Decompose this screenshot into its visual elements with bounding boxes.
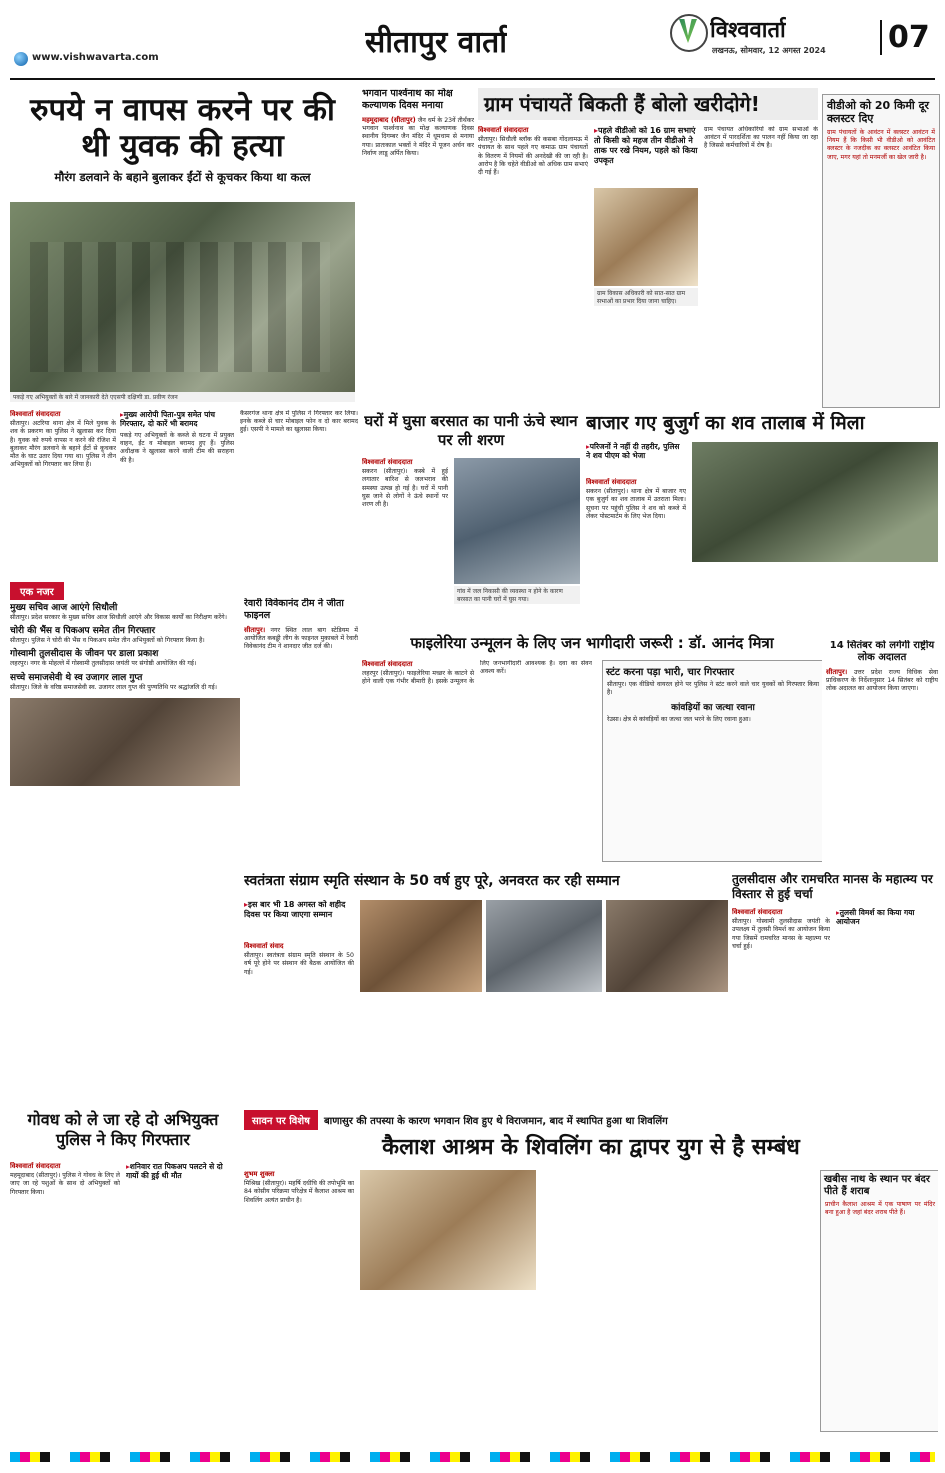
- gram-body: सीतापुर। सिधौली ब्लॉक की कसबा गोंदलामऊ में पंचायत के साथ पहले गए कमाऊ ग्राम पंचायतों के वितरण में नियमों की अनदेखी की जा रही है। आरोप है कि चहेते वीडीओ को अधिक ग्राम सभाएं दी गई हैं।: [478, 136, 588, 177]
- adalat-body: उत्तर प्रदेश राज्य विधिक सेवा प्राधिकरण के निर्देशानुसार 14 सितंबर को राष्ट्रीय लोक अदालत का आयोजन किया जाएगा।: [826, 669, 938, 693]
- freedom-col: [244, 942, 354, 977]
- gram-story: [478, 88, 818, 406]
- bazar-col: [586, 478, 686, 521]
- govadh-bullet: ▸ शनिवार रात पिकअप पलटने से दो गायों की हुई थी मौत: [126, 1162, 236, 1180]
- vdo-box: [822, 94, 940, 408]
- ek-nazar-item-body: सीतापुर। प्रदेश सरकार के मुख्य सचिव आज सिधौली आएंगे और विकास कार्यों का निरीक्षण करेंगे।: [10, 614, 227, 621]
- tulsi-bullet: ▸ तुलसी विमर्श का किया गया आयोजन: [836, 908, 938, 926]
- ek-nazar-item-title: सच्चे समाजसेवी थे स्व उजागर लाल गुप्त: [10, 672, 143, 683]
- lead-side-bullet: ▸ मुख्य आरोपी पिता-पुत्र समेत पांच गिरफ्तार, दो कारें भी बरामद: [120, 410, 234, 428]
- sawan-label: सावन पर विशेष: [244, 1110, 318, 1130]
- vdo-body: ग्राम पंचायतों के आवंटन में क्लस्टर आवंटन में नियम हैं कि किसी भी वीडीओ को आवंटित क्लस्टर के नजदीक का क्लस्टर आवंटित किया जाए, मगर यहां तो मनमर्जी का खेल जारी है।: [827, 129, 935, 161]
- lead-photo: [10, 202, 355, 392]
- freedom-headline: स्वतंत्रता संग्राम स्मृति संस्थान के 50 वर्ष हुए पूरे, अनवरत कर रही सम्मान: [244, 873, 620, 889]
- page-number: 07: [880, 20, 930, 55]
- govadh-col: [10, 1162, 120, 1197]
- tulsi-story: [732, 872, 938, 1104]
- rain-caption: गांव में जल निकासी की व्यवस्था न होने के कारण बरसात का पानी घरों में घुस गया।: [454, 586, 580, 604]
- lead-byline: विश्ववार्ता संवाददाता: [10, 410, 61, 418]
- jain-headline: भगवान पार्श्वनाथ का मोक्ष कल्याणक दिवस मनाया: [362, 88, 453, 111]
- lead-headline: रुपये न वापस करने पर की थी युवक की हत्या: [30, 92, 335, 164]
- stunt-body-2: रेउसा। क्षेत्र से कांवड़ियों का जत्था जल भरने के लिए रवाना हुआ।: [607, 716, 751, 724]
- sawan-col: [244, 1170, 354, 1205]
- adalat-story: [826, 640, 938, 864]
- govadh-story: [10, 1110, 236, 1440]
- ek-nazar-item-title: गोस्वामी तुलसीदास के जीवन पर डाला प्रकाश: [10, 649, 159, 660]
- lead-side-body: पकड़े गए अभियुक्तों के कब्जे से घटना में प्रयुक्त वाहन, ईंट व मोबाइल बरामद हुए हैं। पुलिस अधीक्षक ने खुलासा करने वाली टीम की सराहना की है।: [120, 432, 234, 464]
- masthead-rule: [10, 78, 935, 80]
- section-title: सीतापुर वार्ता: [365, 25, 507, 60]
- gram-cartoon: [594, 188, 698, 286]
- freedom-photo-3: [606, 900, 728, 992]
- tulsi-col: [732, 908, 830, 951]
- sawan-strap: बाणासुर की तपस्या के कारण भगवान शिव हुए थे विराजमान, बाद में स्थापित हुआ था शिवलिंग: [323, 1116, 668, 1127]
- lead-body: सीतापुर। अटरिया थाना क्षेत्र में मिले युवक के शव के प्रकरण का पुलिस ने खुलासा कर दिया है। युवक को रुपये वापस न करने की रंजिश में बुलाकर मौरंग डलवाने के बहाने ईंटों से कूचकर मौत के घाट उतार दिया गया था। पुलिस ने तीन अभियुक्तों को गिरफ्तार कर लिया है।: [10, 420, 116, 469]
- gram-byline: विश्ववार्ता संवाददाता: [478, 126, 529, 134]
- sawan-photo: [360, 1170, 536, 1290]
- adalat-headline: 14 सितंबर को लगेगी राष्ट्रीय लोक अदालत: [829, 640, 935, 663]
- sidebar-story: [240, 410, 358, 576]
- ek-nazar-photo: [10, 698, 240, 786]
- rain-headline: घरों में घुसा बरसात का पानी ऊंचे स्थान पर ली शरण: [364, 412, 578, 449]
- govadh-byline: विश्ववार्ता संवाददाता: [10, 1162, 61, 1170]
- brand-logo-icon: [670, 14, 708, 52]
- lead-body-col: [10, 410, 116, 576]
- website-url[interactable]: www.vishwavarta.com: [32, 52, 159, 63]
- khabees-body: प्राचीन कैलाश आश्रम में एक पाषाण पर मंदिर बना हुआ है जहां बंदर शराब पीते हैं।: [825, 1201, 935, 1217]
- jain-byline: महमूदाबाद (सीतापुर): [362, 116, 416, 124]
- rain-body: सकरन (सीतापुर)। कस्बे में हुई लगातार बारिश से जलभराव की समस्या उत्पन्न हो गई है। घरों में पानी घुस जाने से लोगों ने ऊंचे स्थानों पर शरण ली है।: [362, 468, 448, 509]
- bazar-photo: [692, 442, 938, 562]
- tulsi-body: सीतापुर। गोस्वामी तुलसीदास जयंती के उपलक्ष्य में तुलसी विमर्श का आयोजन किया गया जिसमें रामचरित मानस के महात्म्य पर चर्चा हुई।: [732, 918, 830, 950]
- govadh-body: महमूदाबाद (सीतापुर)। पुलिस ने गोवध के लिए ले जाए जा रहे पशुओं के साथ दो अभियुक्तों को गिरफ्तार किया।: [10, 1172, 120, 1196]
- bazar-byline: विश्ववार्ता संवाददाता: [586, 478, 637, 486]
- ek-nazar-item-title: चोरी की भैंस व पिकअप समेत तीन गिरफ्तार: [10, 626, 156, 637]
- rain-byline: विश्ववार्ता संवाददाता: [362, 458, 413, 466]
- ek-nazar-item-body: लहरपुर। नगर के मोहल्ले में गोस्वामी तुलसीदास जयंती पर संगोष्ठी आयोजित की गई।: [10, 660, 197, 668]
- ek-nazar-item-body: सीतापुर। पुलिस ने चोरी की भैंस व पिकअप समेत तीन अभियुक्तों को गिरफ्तार किया है।: [10, 637, 205, 645]
- ek-nazar-item: [10, 649, 240, 668]
- filaria-byline: विश्ववार्ता संवाददाता: [362, 660, 413, 668]
- gram-body-2: ग्राम पंचायत अधिकारियों को ग्राम सभाओं के आवंटन में पारदर्शिता का पालन नहीं किया जा रहा है जिससे कर्मचारियों में रोष है।: [704, 126, 818, 150]
- masthead: [0, 0, 945, 86]
- rain-col: [362, 458, 448, 509]
- filaria-body: लहरपुर (सीतापुर)। फाइलेरिया मच्छर के काटने से होने वाली एक गंभीर बीमारी है। इसके उन्मूलन के लिए जनभागीदारी आवश्यक है। दवा का सेवन अवश्य करें।: [362, 660, 592, 686]
- brand-name: विश्ववार्ता: [710, 18, 786, 43]
- freedom-body: सीतापुर। स्वतंत्रता संग्राम स्मृति संस्थान के 50 वर्ष पूरे होने पर संस्थान की बैठक आयोजित की गई।: [244, 952, 354, 976]
- freedom-byline: विश्ववार्ता संवाद: [244, 942, 284, 950]
- filaria-col: [362, 660, 592, 687]
- gram-col-3: [704, 126, 818, 151]
- govadh-headline: गोवध को ले जा रहे दो अभियुक्त पुलिस ने किए गिरफ्तार: [27, 1110, 219, 1149]
- gram-bullet: ▸ पहले वीडीओ को 16 ग्राम सभाएं तो किसी को महज तीन वीडीओ ने ताक पर रखे नियम, पहले को किया उपकृत: [594, 126, 698, 166]
- rain-story: [362, 412, 580, 622]
- sawan-byline: शुभम शुक्ला: [244, 1170, 275, 1178]
- stunt-box: [602, 660, 822, 862]
- ek-nazar-label: एक नजर: [10, 582, 64, 600]
- globe-icon: [14, 52, 28, 66]
- jain-body: जैन धर्म के 23वें तीर्थंकर भगवान पार्श्वनाथ का मोक्ष कल्याणक दिवस स्थानीय दिगम्बर जैन मंदिर में धूमधाम से मनाया गया। प्रातःकाल भक्तों ने मंदिर में पूजन अर्चन कर निर्वाण लाडू अर्पित किया।: [362, 117, 474, 157]
- freedom-photo-1: [360, 900, 482, 992]
- khabees-headline: खबीस नाथ के स्थान पर बंदर पीते हैं शराब: [824, 1174, 930, 1197]
- stunt-body: सीतापुर। एक वीडियो वायरल होने पर पुलिस ने स्टंट करने वाले चार युवकों को गिरफ्तार किया है।: [607, 681, 819, 697]
- adalat-byline: सीतापुर।: [826, 668, 848, 676]
- sawan-body: मिश्रिख (सीतापुर)। महर्षि दधीचि की तपोभूमि का 84 कोसीय परिक्रमा परिक्षेत्र में कैलाश आश्रम का शिवलिंग अत्यंत प्राचीन है।: [244, 1180, 354, 1204]
- ek-nazar-item: [10, 626, 240, 645]
- filaria-story: [362, 634, 822, 866]
- stunt-subhead: कांवड़ियों का जत्था रवाना: [671, 703, 755, 714]
- bazar-headline: बाजार गए बुजुर्ग का शव तालाब में मिला: [586, 412, 865, 434]
- ek-nazar-item-title: मुख्य सचिव आज आएंगे सिधौली: [10, 603, 118, 613]
- rewari-headline: रेवारी विवेकानंद टीम ने जीता फाइनल: [244, 598, 344, 621]
- color-strip: [10, 1452, 935, 1462]
- rewari-story: [244, 598, 358, 860]
- sawan-headline: कैलाश आश्रम के शिवलिंग का द्वापर युग से है सम्बंध: [382, 1135, 800, 1160]
- lead-side-col: [120, 410, 234, 576]
- sawan-special: [244, 1110, 938, 1440]
- sidebar-story-body: कैसरगंज थाना क्षेत्र में पुलिस ने गिरफ्तार कर लिया। इनके कब्जे से चार मोबाइल फोन व दो कार बरामद हुई। एसपी ने मामले का खुलासा किया।: [240, 410, 358, 434]
- ek-nazar-item: [10, 603, 240, 622]
- khabees-box: [820, 1170, 938, 1432]
- stunt-headline: स्टंट करना पड़ा भारी, चार गिरफ्तार: [606, 667, 735, 678]
- gram-cartoon-caption: ग्राम विकास अधिकारी को सात-सात ग्राम सभाओं का प्रभार दिया जाना चाहिए।: [594, 288, 698, 306]
- freedom-photo-2: [486, 900, 602, 992]
- bazar-bullet: ▸ परिजनों ने नहीं दी तहरीर, पुलिस ने शव पीएम को भेजा: [586, 442, 686, 460]
- ek-nazar-item: [10, 673, 240, 692]
- lead-photo-caption: पकड़े गए अभियुक्तों के बारे में जानकारी देते एएसपी दक्षिणी डा. प्रवीण रंजन: [10, 392, 355, 402]
- filaria-headline: फाइलेरिया उन्मूलन के लिए जन भागीदारी जरूरी : डॉ. आनंद मित्रा: [410, 634, 774, 652]
- ek-nazar-item-body: सीतापुर। जिले के वरिष्ठ समाजसेवी स्व. उजागर लाल गुप्त की पुण्यतिथि पर श्रद्धांजलि दी गई।: [10, 683, 218, 691]
- jain-story: [362, 88, 474, 406]
- freedom-bullet: ▸ इस बार भी 18 अगस्त को शहीद दिवस पर किया जाएगा सम्मान: [244, 900, 354, 920]
- gram-headline: ग्राम पंचायतें बिकती हैं बोलो खरीदोगे!: [478, 88, 818, 120]
- freedom-story: [244, 872, 728, 1104]
- rewari-body: नगर स्थित लाल बाग स्टेडियम में आयोजित कबड्डी लीग के फाइनल मुकाबले में रेवारी विवेकानंद टीम ने शानदार जीत दर्ज की।: [244, 627, 358, 651]
- lead-subhead: मौरंग डलवाने के बहाने बुलाकर ईंटों से कूचकर किया था कत्ल: [54, 170, 311, 184]
- lead-story: [10, 88, 355, 406]
- gram-col-1: [478, 126, 588, 177]
- dateline: लखनऊ, सोमवार, 12 अगस्त 2024: [712, 46, 826, 55]
- ek-nazar: [10, 580, 240, 890]
- bazar-story: [586, 412, 938, 634]
- rain-photo: [454, 458, 580, 584]
- tulsi-byline: विश्ववार्ता संवाददाता: [732, 908, 783, 916]
- rewari-byline: सीतापुर।: [244, 626, 266, 634]
- bazar-body: सकरन (सीतापुर)। थाना क्षेत्र में बाजार गए एक बुजुर्ग का शव तालाब में उतराता मिला। सूचना पर पहुंची पुलिस ने शव को कब्जे में लेकर पोस्टमार्टम के लिए भेज दिया।: [586, 488, 686, 520]
- tulsi-headline: तुलसीदास और रामचरित मानस के महात्म्य पर विस्तार से हुई चर्चा: [732, 872, 933, 901]
- vdo-headline: वीडीओ को 20 किमी दूर क्लस्टर दिए: [827, 99, 929, 125]
